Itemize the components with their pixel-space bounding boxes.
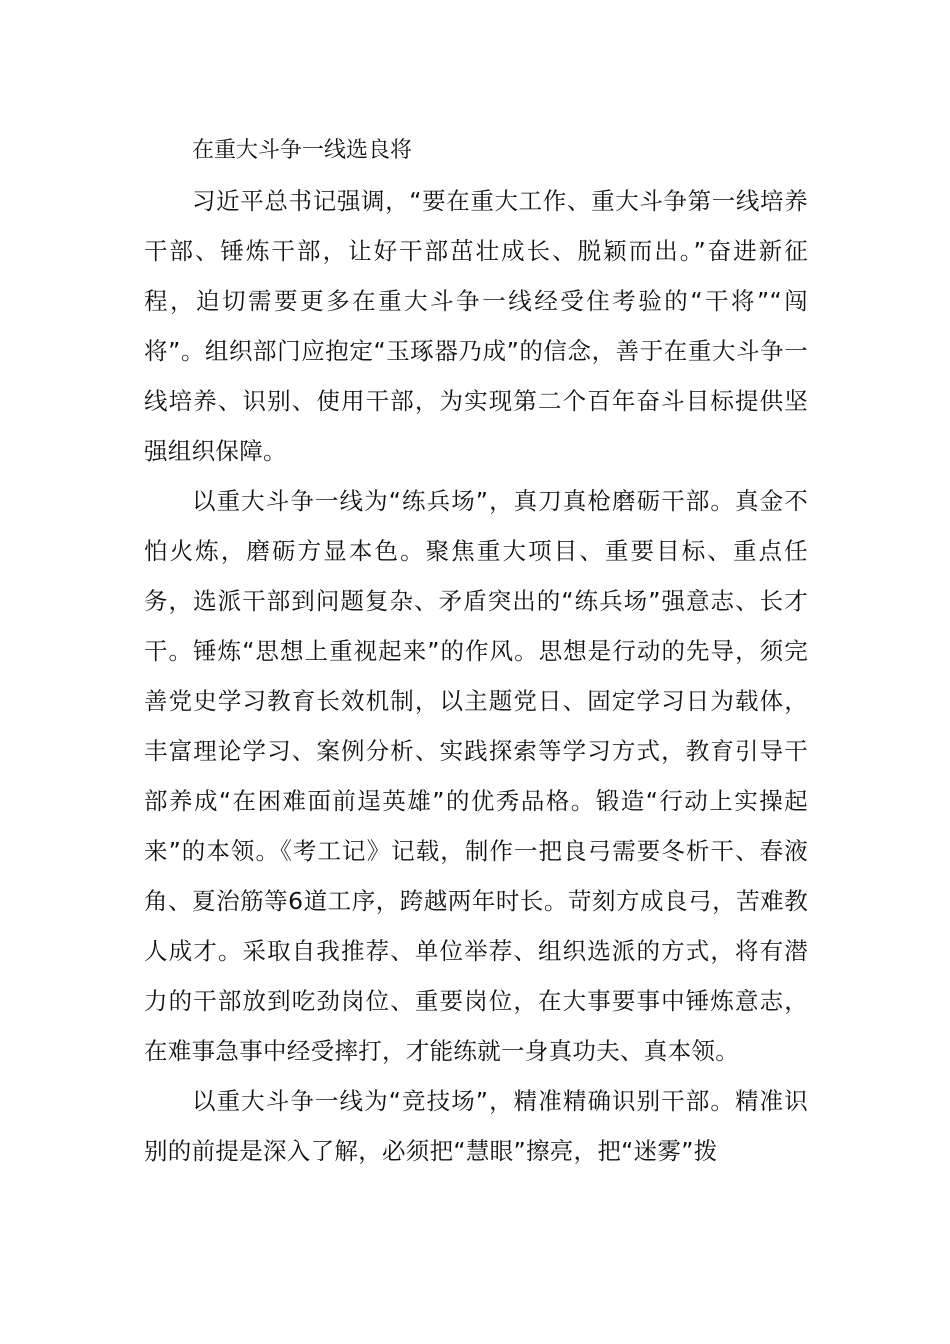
paragraph-2: 以重大斗争一线为“练兵场”，真刀真枪磨砺干部。真金不怕火炼，磨砺方显本色。聚焦重大项目、重要目标、重点任务，选派干部到问题复杂、矛盾突出的“练兵场”强意志、长才干。锤炼“思想上重视起来”的作风。思想是行动的先导，须完善党史学习教育长效机制，以主题党日、固定学习日为载体，丰富理论学习、案例分析、实践探索等学习方式，教育引导干部养成“在困难面前逞英雄”的优秀品格。锻造“行动上实操起来”的本领。《考工记》记载，制作一把良弓需要冬析干、春液角、夏治筋等6道工序，跨越两年时长。苛刻方成良弓，苦难教人成才。采取自我推荐、单位举荐、组织选派的方式，将有潜力的干部放到吃劲岗位、重要岗位，在大事要事中锤炼意志，在难事急事中经受摔打，才能练就一身真功夫、真本领。	[144, 487, 808, 1065]
paragraph-1: 习近平总书记强调，“要在重大工作、重大斗争第一线培养干部、锤炼干部，让好干部茁壮成长、脱颖而出。”奋进新征程，迫切需要更多在重大斗争一线经受住考验的“干将”“闯将”。组织部门应抱定“玉琢器乃成”的信念，善于在重大斗争一线培养、识别、使用干部，为实现第二个百年奋斗目标提供坚强组织保障。	[144, 187, 808, 465]
paragraph-3: 以重大斗争一线为“竞技场”，精准精确识别干部。精准识别的前提是深入了解，必须把“慧眼”擦亮，把“迷雾”拨	[144, 1087, 808, 1165]
document-page	[144, 126, 808, 1176]
document-title: 在重大斗争一线选良将	[192, 138, 413, 163]
